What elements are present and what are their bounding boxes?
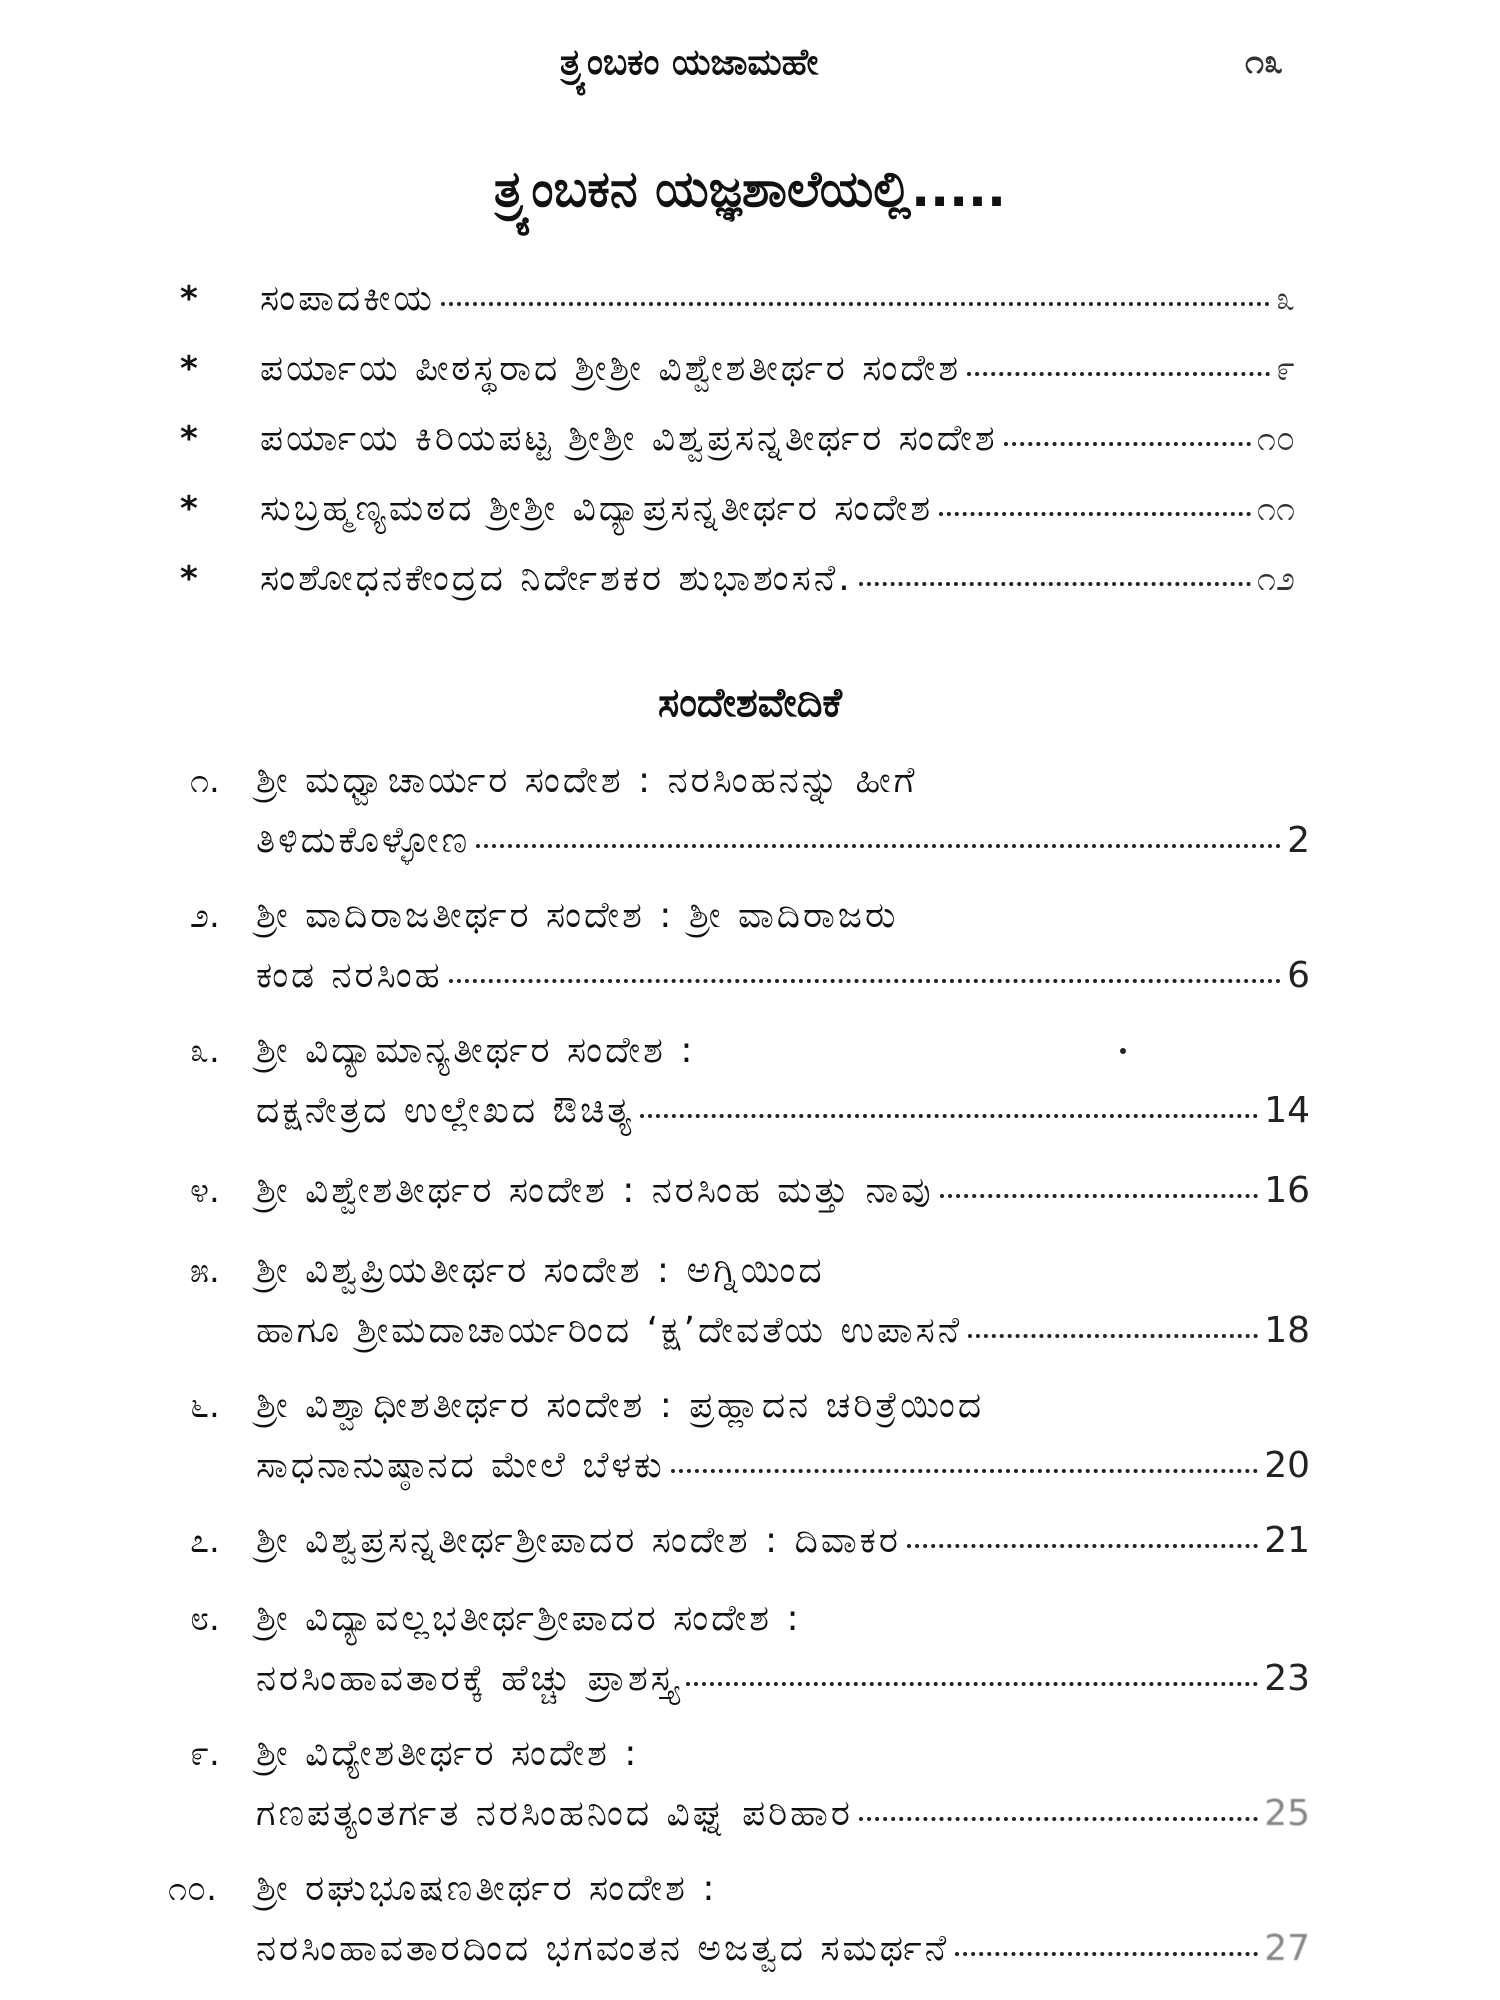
- toc-number: ೧.: [190, 761, 220, 801]
- toc-page: 25: [1264, 1793, 1310, 1834]
- dot-leader: [441, 302, 1270, 306]
- toc-entry: [190, 1520, 1310, 1580]
- dot-leader: [967, 372, 1270, 376]
- dot-leader: [955, 1952, 1258, 1956]
- prelim-item-page: ೧೦: [1256, 419, 1295, 459]
- toc-title-line2: ನರಸಿಂಹಾವತಾರದಿಂದ ಭಗವಂತನ ಅಜತ್ವದ ಸಮರ್ಥನೆ: [256, 1928, 950, 1969]
- prelim-item: [180, 558, 1295, 618]
- toc-title-line2: ದಕ್ಷನೇತ್ರದ ಉಲ್ಲೇಖದ ಔಚಿತ್ಯ: [256, 1090, 635, 1131]
- toc-number: ೧೦.: [168, 1869, 217, 1909]
- toc-page: 2: [1287, 820, 1310, 861]
- prelim-item: [180, 418, 1295, 478]
- running-title: ತ್ರ್ಯಂಬಕಂ ಯಜಾಮಹೇ: [560, 42, 819, 83]
- toc-title-line2: ಗಣಪತ್ಯಂತರ್ಗತ ನರಸಿಂಹನಿಂದ ವಿಘ್ನ ಪರಿಹಾರ: [256, 1793, 853, 1834]
- page-title: ತ್ರ್ಯಂಬಕನ ಯಜ್ಞಶಾಲೆಯಲ್ಲಿ.....: [493, 160, 1007, 218]
- toc-entry: [190, 1170, 1310, 1230]
- toc-entry: [190, 1598, 1310, 1718]
- toc-page: 23: [1264, 1658, 1310, 1699]
- toc-number: ೭.: [190, 1521, 220, 1561]
- toc-title-line2: ತಿಳಿದುಕೊಳ್ಳೋಣ: [256, 820, 471, 861]
- bullet: *: [180, 419, 198, 459]
- dot-leader: [859, 582, 1251, 586]
- dot-leader: [940, 1194, 1259, 1198]
- dot-leader: [907, 1544, 1258, 1548]
- toc-page: 16: [1264, 1170, 1310, 1211]
- toc-title-line1: ಶ್ರೀ ಮಧ್ವಾಚಾರ್ಯರ ಸಂದೇಶ : ನರಸಿಂಹನನ್ನು ಹೀಗೆ: [256, 760, 918, 801]
- toc-title-line1: ಶ್ರೀ ವಾದಿರಾಜತೀರ್ಥರ ಸಂದೇಶ : ಶ್ರೀ ವಾದಿರಾಜರು: [256, 895, 899, 936]
- toc-entry: [190, 895, 1310, 1015]
- dot-leader: [1004, 442, 1251, 446]
- toc-page: 20: [1264, 1445, 1310, 1486]
- prelim-item-page: ೯: [1275, 349, 1295, 389]
- prelim-item-title: ಪರ್ಯಾಯ ಪೀಠಸ್ಥರಾದ ಶ್ರೀಶ್ರೀ ವಿಶ್ವೇಶತೀರ್ಥರ ಸಂದೇಶ: [260, 348, 962, 389]
- dot-leader: [671, 1469, 1259, 1473]
- prelim-item-title: ಪರ್ಯಾಯ ಕಿರಿಯಪಟ್ಟ ಶ್ರೀಶ್ರೀ ವಿಶ್ವಪ್ರಸನ್ನತೀರ್ಥರ ಸಂದೇಶ: [260, 418, 998, 459]
- dot-leader: [449, 979, 1281, 983]
- toc-page: 21: [1264, 1520, 1310, 1561]
- toc-number: ೩.: [190, 1031, 220, 1071]
- toc-title-line1: ಶ್ರೀ ವಿದ್ಯೇಶತೀರ್ಥರ ಸಂದೇಶ :: [256, 1733, 640, 1774]
- toc-number: ೮.: [190, 1599, 220, 1639]
- toc-entry: [190, 1250, 1310, 1370]
- bullet: *: [180, 279, 198, 319]
- toc-number: ೨.: [190, 896, 220, 936]
- running-head: [0, 42, 1500, 92]
- dot-leader: [859, 1817, 1258, 1821]
- toc-number: ೯.: [190, 1734, 220, 1774]
- toc-entry: [190, 1030, 1310, 1150]
- prelim-item-page: ೧೧: [1256, 489, 1295, 529]
- prelim-item: [180, 348, 1295, 408]
- toc-entry: [190, 760, 1310, 880]
- toc-page: 27: [1264, 1928, 1310, 1969]
- toc-page: 6: [1287, 955, 1310, 996]
- toc-page: 14: [1264, 1090, 1310, 1131]
- toc-number: ೬.: [190, 1386, 220, 1426]
- page-number: ೧೩: [1245, 42, 1284, 82]
- toc-page: 18: [1264, 1310, 1310, 1351]
- dot-leader: [686, 1682, 1259, 1686]
- prelim-item: [180, 488, 1295, 548]
- toc-number: ೫.: [190, 1251, 220, 1291]
- toc-title-line1: ಶ್ರೀ ವಿದ್ಯಾಮಾನ್ಯತೀರ್ಥರ ಸಂದೇಶ :: [256, 1030, 696, 1071]
- dot-leader: [939, 512, 1251, 516]
- bullet: *: [180, 559, 198, 599]
- toc-entry: [168, 1868, 1310, 1988]
- toc-title-line2: ಕಂಡ ನರಸಿಂಹ: [256, 955, 443, 996]
- toc-title-line1: ಶ್ರೀ ವಿದ್ಯಾವಲ್ಲಭತೀರ್ಥಶ್ರೀಪಾದರ ಸಂದೇಶ :: [256, 1598, 802, 1639]
- prelim-item-title: ಸುಬ್ರಹ್ಮಣ್ಯಮಠದ ಶ್ರೀಶ್ರೀ ವಿದ್ಯಾಪ್ರಸನ್ನತೀರ್ಥರ ಸಂದೇಶ: [260, 488, 934, 529]
- section-heading: ಸಂದೇಶವೇದಿಕೆ: [657, 680, 843, 726]
- prelim-item-title: ಸಂಪಾದಕೀಯ: [260, 278, 435, 319]
- toc-title-line2: ಸಾಧನಾನುಷ್ಠಾನದ ಮೇಲೆ ಬೆಳಕು: [256, 1445, 665, 1486]
- dot-leader: [640, 1114, 1258, 1118]
- toc-entry: [190, 1385, 1310, 1505]
- toc-title-line1: ಶ್ರೀ ವಿಶ್ವಾಧೀಶತೀರ್ಥರ ಸಂದೇಶ : ಪ್ರಹ್ಲಾದನ ಚರಿತ್ರೆಯಿಂದ: [256, 1385, 985, 1426]
- toc-title-line1: ಶ್ರೀ ವಿಶ್ವೇಶತೀರ್ಥರ ಸಂದೇಶ : ನರಸಿಂಹ ಮತ್ತು ನಾವು: [256, 1170, 934, 1211]
- bullet: *: [180, 489, 198, 529]
- prelim-item-page: ೩: [1275, 279, 1295, 319]
- toc-title-line1: ಶ್ರೀ ವಿಶ್ವಪ್ರಸನ್ನತೀರ್ಥಶ್ರೀಪಾದರ ಸಂದೇಶ : ದಿವಾಕರ: [256, 1520, 901, 1561]
- toc-title-line1: ಶ್ರೀ ವಿಶ್ವಪ್ರಿಯತೀರ್ಥರ ಸಂದೇಶ : ಅಗ್ನಿಯಿಂದ: [256, 1250, 825, 1291]
- toc-title-line1: ಶ್ರೀ ರಘುಭೂಷಣತೀರ್ಥರ ಸಂದೇಶ :: [256, 1868, 718, 1909]
- toc-title-line2: ನರಸಿಂಹಾವತಾರಕ್ಕೆ ಹೆಚ್ಚು ಪ್ರಾಶಸ್ತ್ಯ: [256, 1658, 680, 1699]
- toc-number: ೪.: [190, 1171, 220, 1211]
- print-speck: [1120, 1048, 1126, 1054]
- toc-entry: [190, 1733, 1310, 1853]
- prelim-item-title: ಸಂಶೋಧನಕೇಂದ್ರದ ನಿರ್ದೇಶಕರ ಶುಭಾಶಂಸನೆ.: [260, 558, 853, 599]
- dot-leader: [968, 1334, 1258, 1338]
- prelim-item: [180, 278, 1295, 338]
- dot-leader: [476, 844, 1281, 848]
- prelim-item-page: ೧೨: [1256, 559, 1295, 599]
- bullet: *: [180, 349, 198, 389]
- toc-title-line2: ಹಾಗೂ ಶ್ರೀಮದಾಚಾರ್ಯರಿಂದ ‘ಕ್ಷ’ದೇವತೆಯ ಉಪಾಸನೆ: [256, 1310, 963, 1351]
